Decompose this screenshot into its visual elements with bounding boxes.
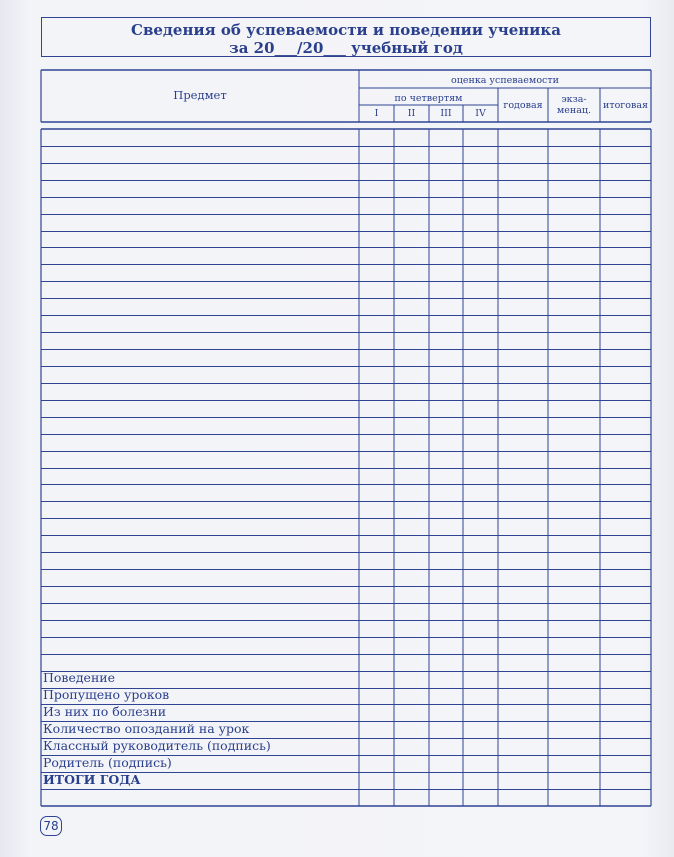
header-exam: экза- менац. xyxy=(556,94,592,116)
row-label-missed-lessons: Пропущено уроков xyxy=(43,687,170,702)
row-label-year-totals: ИТОГИ ГОДА xyxy=(43,772,141,787)
header-grades-group: оценка успеваемости xyxy=(451,75,559,86)
header-subject: Предмет xyxy=(173,88,227,102)
row-label-teacher-signature: Классный руководитель (подпись) xyxy=(43,738,271,753)
header-quarter-4: IV xyxy=(475,108,486,119)
header-quarter-2: II xyxy=(407,108,416,119)
page-number: 78 xyxy=(40,816,62,836)
row-label-lateness: Количество опозданий на урок xyxy=(43,721,250,736)
title-line-1: Сведения об успеваемости и поведении ученика xyxy=(131,21,561,39)
header-annual: годовая xyxy=(503,100,543,111)
header-final: итоговая xyxy=(602,100,648,111)
title-line-2: за 20___/20___ учебный год xyxy=(229,39,463,57)
row-label-parent-signature: Родитель (подпись) xyxy=(43,755,172,770)
header-quarters-group: по четвертям xyxy=(394,93,463,104)
header-quarter-3: III xyxy=(440,108,452,119)
header-quarter-1: I xyxy=(374,108,379,119)
row-label-behavior: Поведение xyxy=(43,670,116,685)
row-label-sick-days: Из них по болезни xyxy=(43,704,167,719)
